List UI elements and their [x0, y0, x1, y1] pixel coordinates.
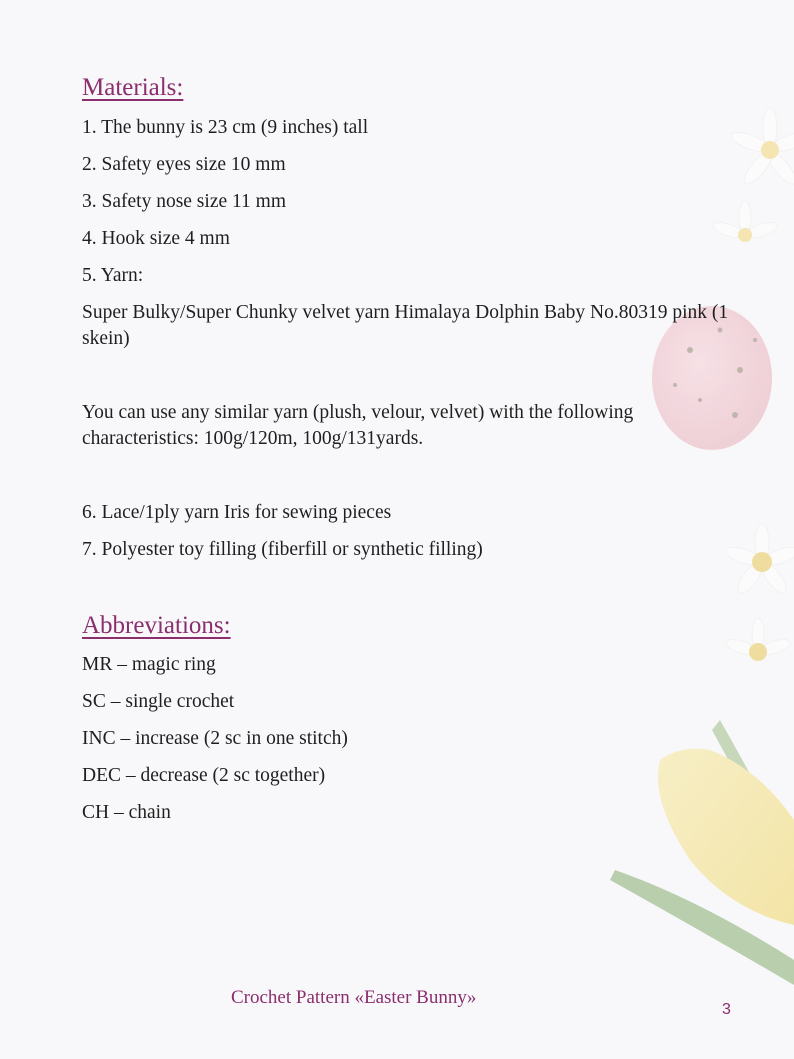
materials-item-1: 1. The bunny is 23 cm (9 inches) tall	[82, 117, 369, 138]
abbreviation-mr: MR – magic ring	[82, 654, 216, 675]
abbreviation-dec: DEC – decrease (2 sc together)	[82, 765, 326, 786]
yellow-tulip	[610, 720, 794, 985]
materials-item-4: 4. Hook size 4 mm	[82, 228, 230, 249]
daisy-cluster-middle	[724, 524, 794, 661]
materials-heading: Materials:	[82, 74, 184, 101]
daisy-cluster-top	[711, 108, 794, 242]
abbreviation-ch: CH – chain	[82, 802, 171, 823]
materials-item-6: 6. Lace/1ply yarn Iris for sewing pieces	[82, 502, 392, 523]
page-number: 3	[722, 1001, 731, 1018]
abbreviations-heading: Abbreviations:	[82, 612, 231, 639]
footer-title: Crochet Pattern «Easter Bunny»	[231, 987, 477, 1008]
materials-item-5: 5. Yarn:	[82, 265, 144, 286]
materials-item-7: 7. Polyester toy filling (fiberfill or synthetic filling)	[82, 539, 483, 560]
materials-item-2: 2. Safety eyes size 10 mm	[82, 154, 286, 175]
abbreviation-sc: SC – single crochet	[82, 691, 235, 712]
similar-yarn-note: You can use any similar yarn (plush, velour, velvet) with the following characteristics: 100g/120m, 100g/131yards.	[82, 402, 634, 449]
materials-item-3: 3. Safety nose size 11 mm	[82, 191, 286, 212]
abbreviation-inc: INC – increase (2 sc in one stitch)	[82, 728, 348, 749]
yarn-description: Super Bulky/Super Chunky velvet yarn Himalaya Dolphin Baby No.80319 pink (1 skein)	[82, 302, 729, 349]
